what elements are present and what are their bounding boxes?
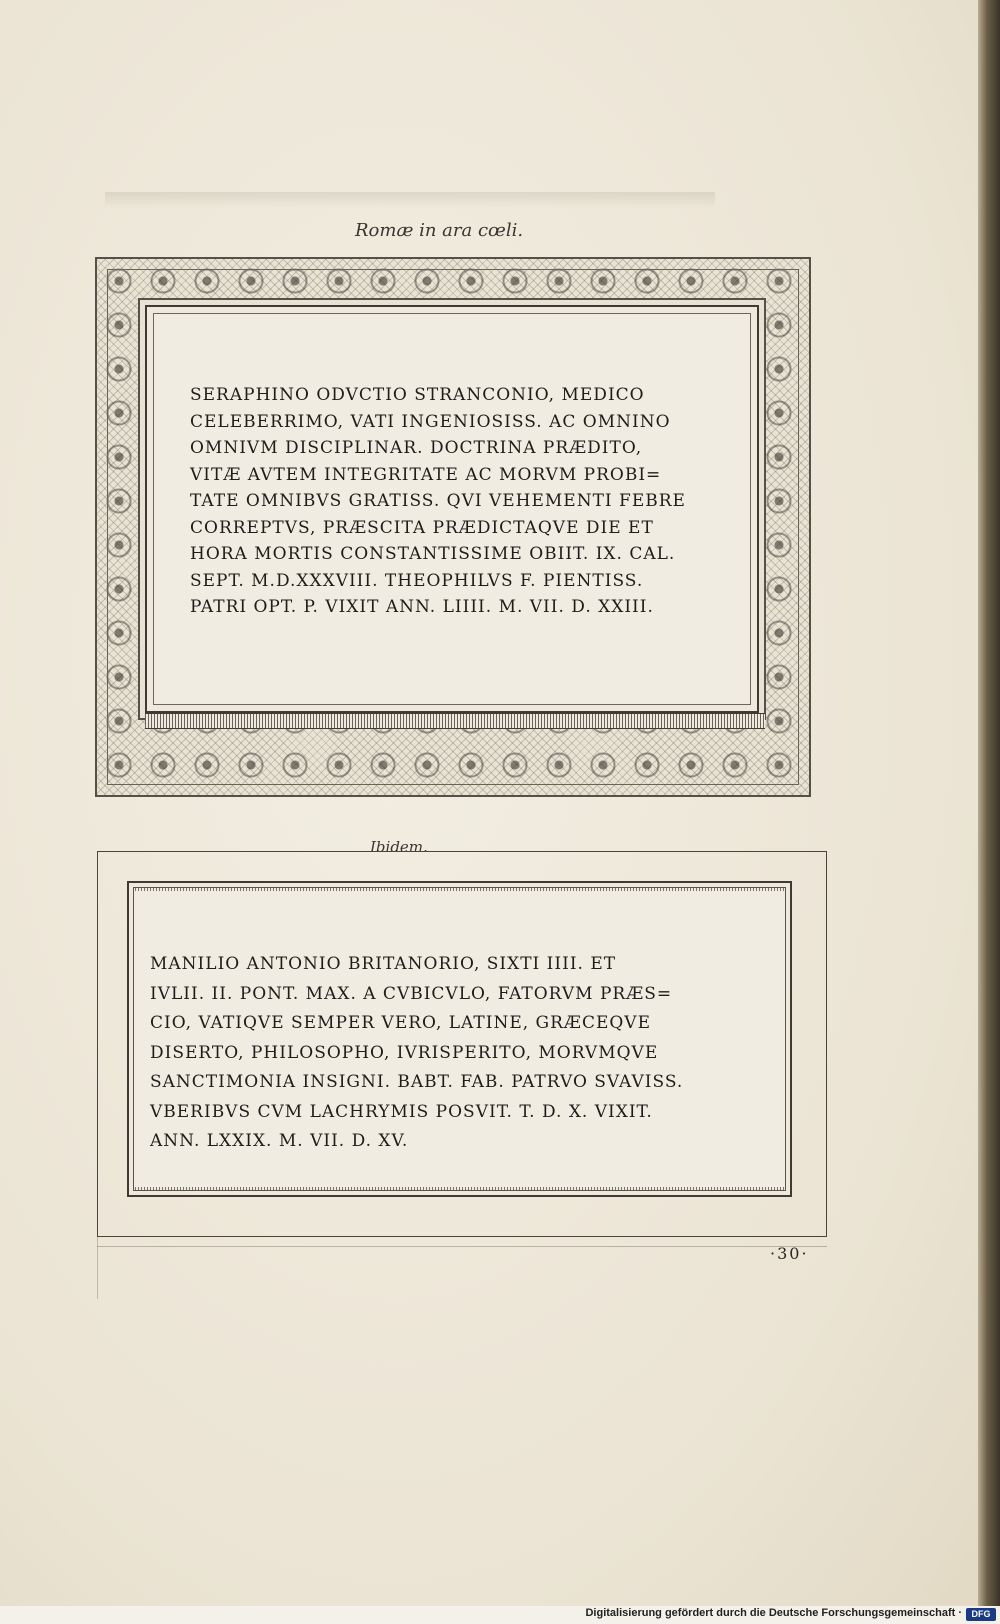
- inscription-line: SERAPHINO ODVCTIO STRANCONIO, MEDICO: [190, 385, 645, 405]
- inscription-line: IVLII. II. PONT. MAX. A CVBICVLO, FATORVM PRÆS=: [150, 983, 673, 1004]
- plate-mark-left: [97, 1237, 98, 1299]
- epitaph-1-inscription: [190, 382, 686, 621]
- inscription-line: TATE OMNIBVS GRATISS. QVI VEHEMENTI FEBRE: [190, 491, 686, 511]
- inscription-line: SANCTIMONIA INSIGNI. BABT. FAB. PATRVO SVAVISS.: [150, 1072, 684, 1092]
- caption-ibidem: Ibidem.: [370, 838, 428, 856]
- plate-mark-bottom: [97, 1246, 827, 1247]
- inscription-line: VBERIBVS CVM LACHRYMIS POSVIT. T. D. X. VIXIT.: [150, 1101, 653, 1122]
- inscription-line: HORA MORTIS CONSTANTISSIME OBIIT. IX. CAL.: [190, 544, 676, 564]
- inscription-line: CORREPTVS, PRÆSCITA PRÆDICTAQVE DIE ET: [190, 517, 654, 538]
- inscription-line: VITÆ AVTEM INTEGRITATE AC MORVM PROBI=: [190, 464, 662, 485]
- inscription-line: OMNIVM DISCIPLINAR. DOCTRINA PRÆDITO,: [190, 438, 643, 458]
- book-page-edge: [978, 0, 1000, 1624]
- inscription-line: CELEBERRIMO, VATI INGENIOSISS. AC OMNINO: [190, 411, 671, 432]
- digitization-footer: [0, 1606, 1000, 1624]
- epitaph-2-inscription: [150, 950, 683, 1157]
- dfg-logo-icon: DFG: [966, 1608, 996, 1621]
- inscription-line: ANN. LXXIX. M. VII. D. XV.: [150, 1131, 409, 1151]
- footer-credit-text: Digitalisierung gefördert durch die Deutsche Forschungsgemeinschaft ·: [585, 1607, 962, 1619]
- epitaph-1-panel-ledge: [145, 713, 765, 729]
- inscription-line: SEPT. M.D.XXXVIII. THEOPHILVS F. PIENTISS.: [190, 570, 644, 591]
- inscription-line: DISERTO, PHILOSOPHO, IVRISPERITO, MORVMQVE: [150, 1042, 659, 1063]
- caption-roma-in-ara-coeli: Romæ in ara cœli.: [355, 220, 524, 241]
- inscription-line: PATRI OPT. P. VIXIT ANN. LIIII. M. VII. D. XXIII.: [190, 597, 654, 617]
- page-number: ·30·: [770, 1244, 809, 1263]
- inscription-line: MANILIO ANTONIO BRITANORIO, SIXTI IIII. ET: [150, 954, 617, 974]
- plate-top-shadow: [105, 192, 715, 208]
- inscription-line: CIO, VATIQVE SEMPER VERO, LATINE, GRÆCEQVE: [150, 1013, 651, 1033]
